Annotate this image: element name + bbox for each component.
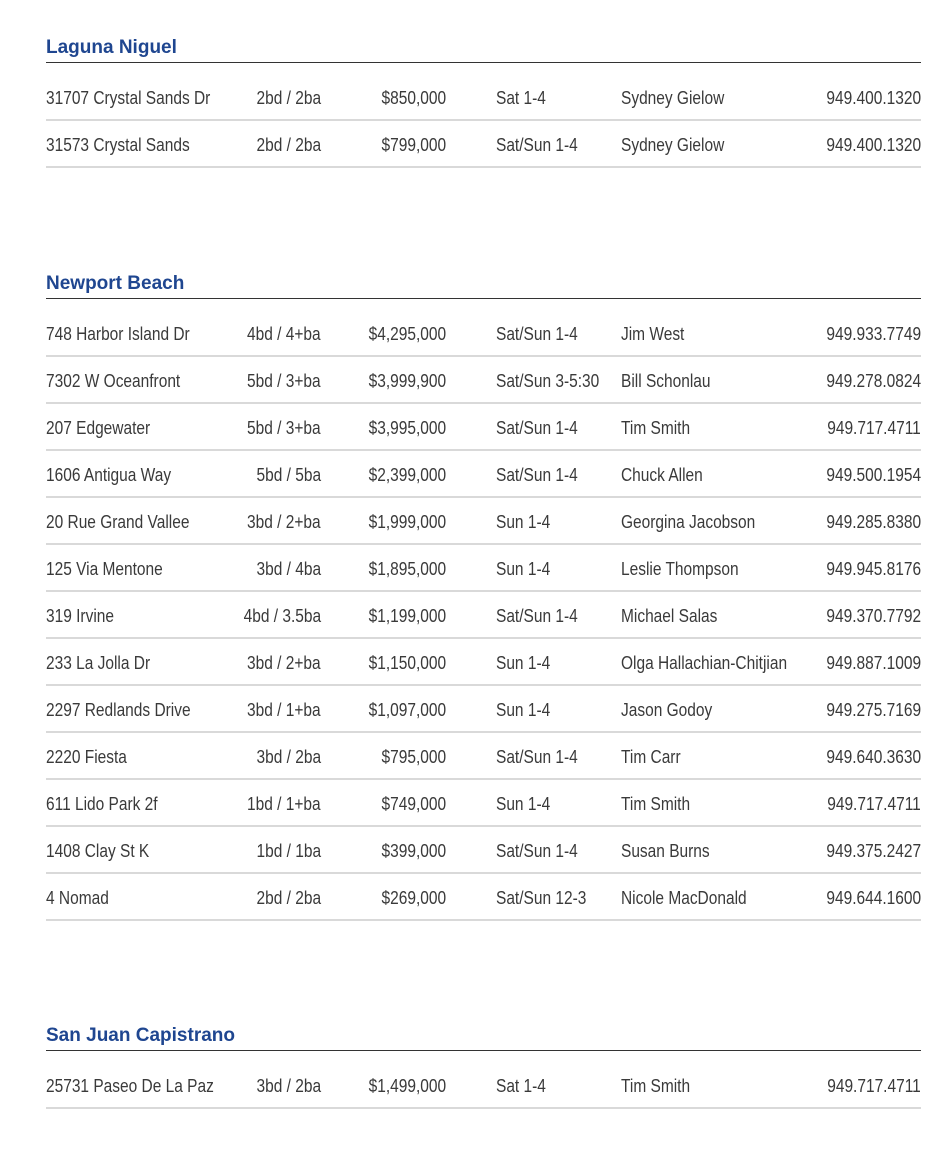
listing-agent-name-cell [621, 699, 727, 721]
listing-open-house-time: Sat/Sun 1-4 [496, 465, 578, 485]
listing-agent-phone-cell [811, 323, 921, 345]
listing-address: 125 Via Mentone [46, 559, 163, 579]
listing-agent-phone: 949.933.7749 [826, 324, 921, 344]
listing-agent-phone-cell [811, 699, 921, 721]
listing-beds-baths-cell [235, 370, 321, 392]
listing-price: $1,499,000 [368, 1076, 446, 1096]
listing-address-cell [46, 464, 236, 486]
listing-agent-name: Nicole MacDonald [621, 888, 747, 908]
listing-agent-phone: 949.370.7792 [826, 606, 921, 626]
listing-row [46, 686, 921, 733]
listing-open-house-time-cell [496, 87, 554, 109]
listing-open-house-time-cell [496, 134, 591, 156]
listing-price-cell [356, 511, 446, 533]
listing-beds-baths-cell [246, 1075, 321, 1097]
listing-agent-name-cell [621, 887, 767, 909]
listing-agent-name-cell [621, 605, 733, 627]
listing-price: $749,000 [381, 794, 446, 814]
listing-agent-phone-cell [811, 605, 921, 627]
listing-agent-name: Tim Smith [621, 418, 691, 438]
listing-agent-phone-cell [811, 134, 921, 156]
listing-row [46, 592, 921, 639]
listing-open-house-time: Sun 1-4 [496, 794, 551, 814]
listing-address: 31707 Crystal Sands Dr [46, 88, 211, 108]
listing-beds-baths: 5bd / 3+ba [247, 418, 321, 438]
listing-beds-baths: 3bd / 2ba [256, 1076, 321, 1096]
listing-address-cell [46, 558, 236, 580]
listing-beds-baths: 5bd / 5ba [256, 465, 321, 485]
listing-address-cell [46, 746, 236, 768]
listing-address: 1606 Antigua Way [46, 465, 172, 485]
listing-address: 25731 Paseo De La Paz [46, 1076, 214, 1096]
listing-address: 207 Edgewater [46, 418, 151, 438]
listing-price-cell [356, 464, 446, 486]
listing-agent-phone-cell [812, 1075, 921, 1097]
listing-row [46, 639, 921, 686]
listing-price-cell [356, 699, 446, 721]
listing-price-cell [356, 652, 446, 674]
listing-agent-name: Jason Godoy [621, 700, 713, 720]
listing-agent-phone: 949.717.4711 [827, 418, 921, 438]
listing-agent-name-cell [621, 746, 690, 768]
listing-agent-phone: 949.400.1320 [826, 135, 921, 155]
listing-beds-baths: 4bd / 3.5ba [243, 606, 321, 626]
listing-address: 31573 Crystal Sands [46, 135, 190, 155]
listing-row [46, 733, 921, 780]
listing-agent-name-cell [621, 558, 758, 580]
listing-price: $4,295,000 [368, 324, 446, 344]
listing-address: 4 Nomad [46, 888, 109, 908]
listing-agent-phone-cell [811, 746, 921, 768]
listing-beds-baths-cell [231, 605, 321, 627]
listing-address: 2220 Fiesta [46, 747, 127, 767]
listing-beds-baths-cell [235, 417, 321, 439]
listing-beds-baths: 1bd / 1ba [256, 841, 321, 861]
listing-address-cell [46, 699, 236, 721]
listing-beds-baths: 2bd / 2ba [256, 888, 321, 908]
listing-price: $1,199,000 [368, 606, 446, 626]
listing-agent-name-cell [621, 652, 814, 674]
listing-open-house-time-cell [496, 793, 559, 815]
listing-agent-name: Sydney Gielow [621, 88, 725, 108]
listing-beds-baths: 3bd / 1+ba [247, 700, 321, 720]
listing-agent-phone: 949.717.4711 [827, 794, 921, 814]
city-section [46, 36, 921, 168]
listing-agent-phone: 949.887.1009 [826, 653, 921, 673]
listing-price-cell [356, 417, 446, 439]
listing-agent-phone: 949.278.0824 [826, 371, 921, 391]
listing-row [46, 310, 921, 357]
listing-agent-name-cell [621, 464, 716, 486]
listing-beds-baths-cell [246, 887, 321, 909]
listing-beds-baths-cell [246, 464, 321, 486]
listing-price-cell [371, 793, 446, 815]
listing-row [46, 404, 921, 451]
listing-agent-name: Chuck Allen [621, 465, 703, 485]
listing-price: $850,000 [381, 88, 446, 108]
listing-agent-name: Jim West [621, 324, 685, 344]
listing-open-house-time-cell [496, 1075, 554, 1097]
listing-address-cell [46, 323, 236, 345]
listing-agent-phone-cell [812, 417, 921, 439]
listing-beds-baths: 4bd / 4+ba [247, 324, 321, 344]
listing-address-cell [46, 793, 236, 815]
listing-beds-baths: 2bd / 2ba [256, 88, 321, 108]
listing-open-house-time-cell [496, 840, 591, 862]
listing-price-cell [371, 87, 446, 109]
listing-agent-name: Bill Schonlau [621, 371, 711, 391]
listing-open-house-time: Sat/Sun 1-4 [496, 841, 578, 861]
listing-row [46, 827, 921, 874]
listing-price: $1,895,000 [368, 559, 446, 579]
listing-address-cell [46, 134, 236, 156]
listing-price: $1,999,000 [368, 512, 446, 532]
listing-address-cell [46, 887, 236, 909]
listing-agent-phone: 949.717.4711 [827, 1076, 921, 1096]
listing-open-house-time: Sat 1-4 [496, 88, 546, 108]
listing-price-cell [371, 134, 446, 156]
listing-price: $3,995,000 [368, 418, 446, 438]
listing-agent-phone-cell [811, 558, 921, 580]
city-section [46, 1024, 921, 1109]
listing-open-house-time: Sun 1-4 [496, 653, 551, 673]
listing-agent-phone: 949.275.7169 [826, 700, 921, 720]
listing-row [46, 545, 921, 592]
listing-price-cell [371, 840, 446, 862]
listing-price-cell [356, 1075, 446, 1097]
listing-row [46, 74, 921, 121]
listing-beds-baths-cell [235, 793, 321, 815]
listing-price-cell [356, 370, 446, 392]
listing-agent-phone: 949.375.2427 [826, 841, 921, 861]
listing-row [46, 498, 921, 545]
listing-price-cell [356, 323, 446, 345]
listing-table [46, 74, 921, 168]
listing-address: 319 Irvine [46, 606, 114, 626]
listing-open-house-time-cell [496, 511, 559, 533]
listing-agent-name: Tim Smith [621, 1076, 691, 1096]
listing-agent-phone: 949.500.1954 [826, 465, 921, 485]
listing-open-house-time-cell [496, 746, 591, 768]
listing-agent-phone-cell [811, 87, 921, 109]
listing-row [46, 451, 921, 498]
listing-price: $2,399,000 [368, 465, 446, 485]
listing-beds-baths-cell [246, 134, 321, 156]
listing-agent-phone-cell [811, 464, 921, 486]
listing-beds-baths: 3bd / 2ba [256, 747, 321, 767]
listing-price: $795,000 [381, 747, 446, 767]
listing-address: 2297 Redlands Drive [46, 700, 191, 720]
listing-address-cell [46, 417, 236, 439]
city-heading: Laguna Niguel [46, 36, 921, 63]
listing-address-cell [46, 652, 236, 674]
listing-beds-baths: 2bd / 2ba [256, 135, 321, 155]
listing-beds-baths-cell [246, 840, 321, 862]
listing-agent-name-cell [621, 417, 701, 439]
listing-price: $1,097,000 [368, 700, 446, 720]
listing-open-house-time-cell [496, 558, 559, 580]
listing-open-house-time-cell [496, 652, 559, 674]
listing-open-house-time-cell [496, 370, 616, 392]
listing-agent-name-cell [621, 370, 725, 392]
city-heading: Newport Beach [46, 272, 921, 299]
listing-address: 611 Lido Park 2f [46, 794, 158, 814]
listing-open-house-time: Sat/Sun 1-4 [496, 418, 578, 438]
listing-agent-phone: 949.400.1320 [826, 88, 921, 108]
listing-agent-phone: 949.945.8176 [826, 559, 921, 579]
listing-beds-baths-cell [246, 87, 321, 109]
listing-agent-name-cell [621, 511, 777, 533]
listing-agent-name-cell [621, 87, 741, 109]
listing-address-cell [46, 1075, 236, 1097]
listing-address-cell [46, 840, 236, 862]
listing-agent-name-cell [621, 793, 701, 815]
listing-agent-name: Olga Hallachian-Chitjian [621, 653, 788, 673]
listing-table [46, 1062, 921, 1109]
listing-agent-phone-cell [811, 840, 921, 862]
listing-open-house-time: Sat/Sun 3-5:30 [496, 371, 600, 391]
listing-agent-name-cell [621, 1075, 701, 1097]
listing-open-house-time: Sat/Sun 1-4 [496, 606, 578, 626]
listing-address: 20 Rue Grand Vallee [46, 512, 190, 532]
listing-beds-baths-cell [235, 652, 321, 674]
listing-open-house-time: Sun 1-4 [496, 700, 551, 720]
listing-open-house-time: Sun 1-4 [496, 559, 551, 579]
listing-row [46, 121, 921, 168]
listing-agent-name-cell [621, 840, 724, 862]
listing-price-cell [371, 746, 446, 768]
listing-beds-baths: 3bd / 2+ba [247, 512, 321, 532]
listing-address-cell [46, 370, 236, 392]
listing-agent-phone-cell [811, 652, 921, 674]
listing-beds-baths: 1bd / 1+ba [247, 794, 321, 814]
listing-agent-name: Susan Burns [621, 841, 710, 861]
listing-price-cell [356, 558, 446, 580]
listing-open-house-time: Sat 1-4 [496, 1076, 546, 1096]
listing-price: $399,000 [381, 841, 446, 861]
listing-row [46, 780, 921, 827]
listing-open-house-time-cell [496, 323, 591, 345]
listing-open-house-time-cell [496, 605, 591, 627]
listing-agent-phone-cell [811, 511, 921, 533]
listing-agent-phone-cell [812, 793, 921, 815]
listing-address-cell [46, 605, 236, 627]
listing-agent-phone-cell [811, 370, 921, 392]
listing-table [46, 310, 921, 921]
listing-beds-baths: 3bd / 4ba [256, 559, 321, 579]
listing-row [46, 874, 921, 921]
listing-open-house-time: Sat/Sun 1-4 [496, 135, 578, 155]
city-heading: San Juan Capistrano [46, 1024, 921, 1051]
listing-beds-baths-cell [246, 746, 321, 768]
listing-agent-name: Georgina Jacobson [621, 512, 756, 532]
listing-address: 7302 W Oceanfront [46, 371, 181, 391]
listing-address: 1408 Clay St K [46, 841, 150, 861]
listing-beds-baths-cell [235, 699, 321, 721]
listing-agent-name-cell [621, 323, 695, 345]
listing-open-house-time-cell [496, 887, 601, 909]
listing-price: $799,000 [381, 135, 446, 155]
city-section [46, 272, 921, 921]
listing-row [46, 357, 921, 404]
listing-agent-name: Sydney Gielow [621, 135, 725, 155]
listing-price-cell [371, 887, 446, 909]
listing-agent-name: Michael Salas [621, 606, 718, 626]
listing-beds-baths-cell [235, 511, 321, 533]
listing-price: $3,999,900 [368, 371, 446, 391]
listing-address: 233 La Jolla Dr [46, 653, 151, 673]
listing-beds-baths: 5bd / 3+ba [247, 371, 321, 391]
listing-agent-phone: 949.640.3630 [826, 747, 921, 767]
listing-price-cell [356, 605, 446, 627]
listing-address: 748 Harbor Island Dr [46, 324, 190, 344]
listing-open-house-time-cell [496, 417, 591, 439]
listing-open-house-time: Sun 1-4 [496, 512, 551, 532]
listing-open-house-time: Sat/Sun 12-3 [496, 888, 587, 908]
listing-open-house-time: Sat/Sun 1-4 [496, 324, 578, 344]
listing-agent-name: Leslie Thompson [621, 559, 739, 579]
listing-agent-name: Tim Carr [621, 747, 681, 767]
listing-agent-name: Tim Smith [621, 794, 691, 814]
listing-address-cell [46, 511, 236, 533]
listing-price: $269,000 [381, 888, 446, 908]
listing-agent-name-cell [621, 134, 741, 156]
listing-open-house-time-cell [496, 699, 559, 721]
listing-price: $1,150,000 [368, 653, 446, 673]
listing-agent-phone: 949.285.8380 [826, 512, 921, 532]
listing-open-house-time: Sat/Sun 1-4 [496, 747, 578, 767]
listing-agent-phone: 949.644.1600 [826, 888, 921, 908]
listing-beds-baths: 3bd / 2+ba [247, 653, 321, 673]
listing-row [46, 1062, 921, 1109]
listing-open-house-time-cell [496, 464, 591, 486]
listing-agent-phone-cell [811, 887, 921, 909]
listing-beds-baths-cell [246, 558, 321, 580]
listing-beds-baths-cell [235, 323, 321, 345]
listing-address-cell [46, 87, 236, 109]
